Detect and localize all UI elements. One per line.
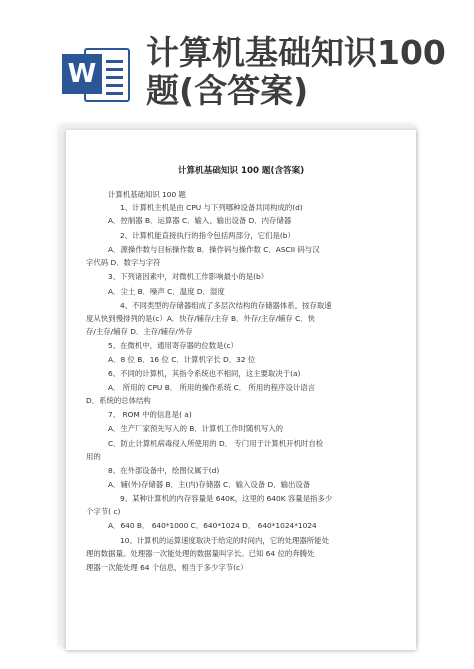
text-line: 理器一次能处理 64 个信息，相当于多少字节(c）	[86, 563, 248, 572]
text-line: 2、计算机能直接执行的指令包括两部分，它们是(b）	[120, 231, 295, 240]
text-line: 8、在外部设备中，绘图仪属于(d)	[108, 466, 220, 475]
text-line: 字代码 D．数字与字符	[86, 258, 161, 267]
text-line: 10、计算机的运算速度取决于给定的时间内，它的处理器所能处	[120, 536, 329, 545]
text-line: A．辅(外)存储器 B．主(内)存储器 C．输入设备 D．输出设备	[108, 480, 311, 489]
page-heading: 计算机基础知识 100 题(含答案)	[177, 166, 305, 176]
text-line: A．640 B． 640*1000 C．640*1024 D． 640*1024*1024	[108, 521, 317, 530]
text-line: A．源操作数与目标操作数 B．操作码与操作数 C．ASCII 码与汉	[108, 245, 320, 254]
text-line: A． 所用的 CPU B． 所用的操作系统 C． 所用的程序设计语言	[108, 383, 316, 392]
text-line: 理的数据量。处理器一次能处理的数据量叫字长。已知 64 位的奔腾处	[86, 549, 315, 558]
text-line: A．尘土 B．噪声 C．温度 D．湿度	[108, 287, 225, 296]
text-line: A．生产厂家预先写入的 B．计算机工作时随机写入的	[108, 424, 284, 433]
text-line: 6、不同的计算机，其指令系统也不相同，这主要取决于(a)	[108, 369, 301, 378]
page-body	[66, 130, 416, 650]
text-line: 计算机基础知识 100 题	[108, 190, 186, 199]
document-page-preview	[66, 130, 416, 650]
document-title: 计算机基础知识100题(含答案)	[146, 33, 446, 110]
text-line: 9、某种计算机的内存容量是 640K，这里的 640K 容量是指多少	[120, 494, 333, 503]
text-line: A．8 位 B．16 位 C．计算机字长 D．32 位	[108, 355, 256, 364]
word-app-icon	[62, 42, 132, 104]
word-letter-icon: W	[62, 54, 102, 94]
text-line: 存/主存/辅存 D．主存/辅存/外存	[86, 327, 193, 336]
text-line: 个字节( c)	[86, 507, 121, 516]
text-line: 5、在微机中，通用寄存器的位数是(c）	[108, 341, 238, 350]
text-line: 7、 ROM 中的信息是( a)	[108, 410, 192, 419]
text-line: A．控制器 B．运算器 C．输入、输出设备 D．内存储器	[108, 216, 292, 225]
text-line: 度从快到慢排列的是(c）A．快存/辅存/主存 B．外存/主存/辅存 C．快	[86, 314, 316, 323]
text-line: D．系统的总体结构	[86, 396, 151, 405]
text-line: C．防止计算机病毒侵入所使用的 D． 专门用于计算机开机时自检	[108, 439, 324, 448]
text-line: 1、计算机主机是由 CPU 与下列哪种设备共同构成的(d)	[120, 203, 303, 212]
text-line: 用的	[86, 452, 101, 461]
text-line: 3、下列诸因素中，对微机工作影响最小的是(b）	[108, 272, 269, 281]
text-line: 4、不同类型的存储器组成了多层次结构的存储器体系，按存取速	[120, 301, 332, 310]
